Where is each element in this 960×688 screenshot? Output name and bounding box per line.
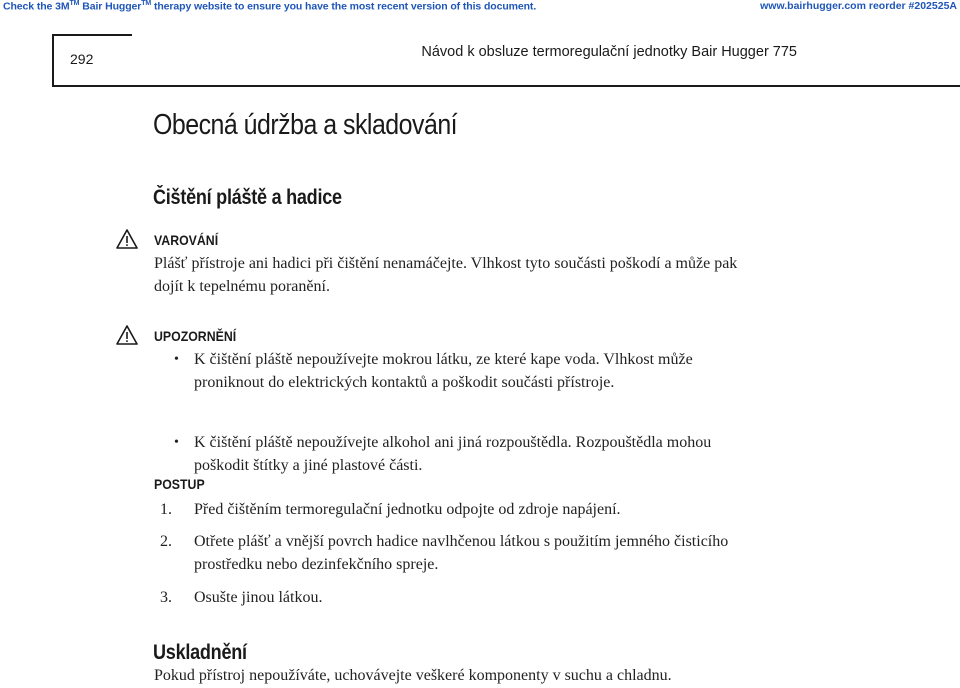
caution-label: UPOZORNĚNÍ	[154, 328, 237, 344]
website-reorder-link[interactable]: www.bairhugger.com reorder #202525A	[760, 0, 957, 12]
page-number: 292	[70, 51, 94, 67]
procedure-label: POSTUP	[154, 476, 205, 492]
caution-triangle-icon	[116, 325, 138, 345]
bullet-dot-icon: •	[174, 435, 179, 450]
document-version-banner	[0, 0, 960, 13]
warning-text: Plášť přístroje ani hadici při čištění nenamáčejte. Vlhkost tyto součásti poškodí a může pak dojít k tepelnému poranění.	[154, 255, 738, 295]
header-rule-top	[52, 34, 132, 36]
header-rule-vertical	[52, 34, 54, 86]
header-rule-bottom	[52, 85, 960, 87]
warning-triangle-icon	[116, 229, 138, 249]
storage-title: Uskladnění	[153, 641, 247, 664]
warning-label: VAROVÁNÍ	[154, 232, 219, 248]
version-notice: Check the 3M™ Bair Hugger™ therapy website to ensure you have the most recent version of this document.	[3, 0, 537, 13]
section-title: Obecná údržba a skladování	[153, 109, 458, 141]
manual-title: Návod k obsluze termoregulační jednotky Bair Hugger 775	[421, 44, 797, 60]
subsection-title: Čištění pláště a hadice	[153, 186, 342, 209]
storage-text: Pokud přístroj nepoužíváte, uchovávejte veškeré komponenty v suchu a chladnu.	[154, 667, 672, 684]
bullet-dot-icon: •	[174, 352, 179, 367]
